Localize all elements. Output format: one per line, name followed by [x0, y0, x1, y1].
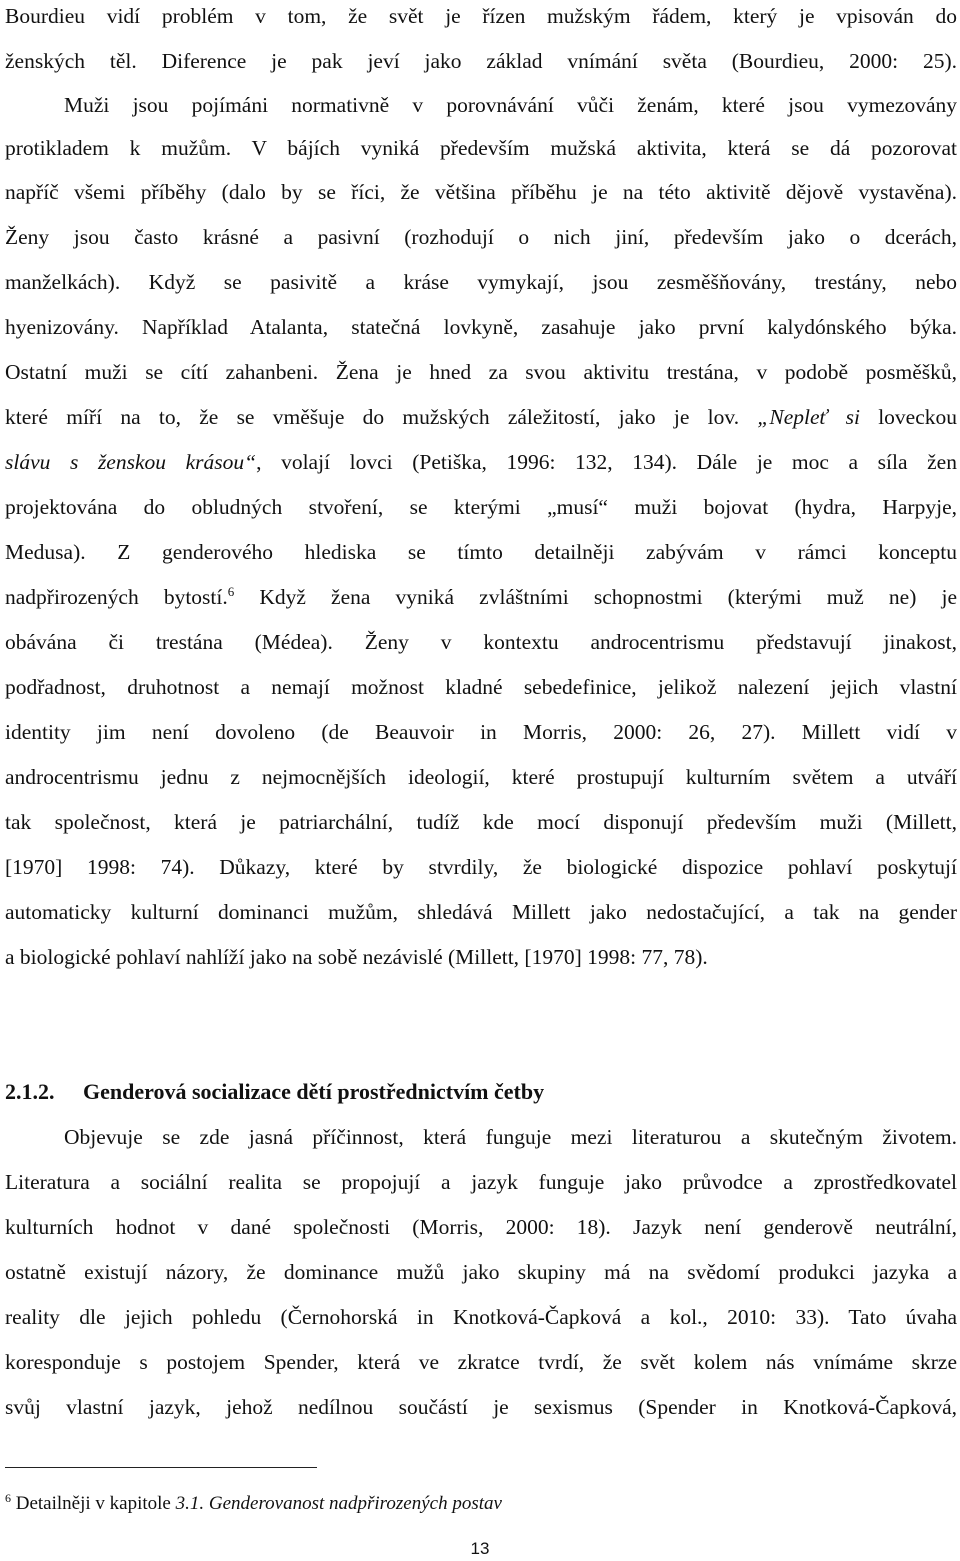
- footnote-text: Detailněji v kapitole: [15, 1493, 171, 1514]
- line-text: , volají lovci (Petiška, 1996: 132, 134). Dále je moc a síla žen: [256, 450, 957, 474]
- line-text: Když žena vyniká zvláštními schopnostmi (kterými muž ne) je: [259, 585, 958, 609]
- body-line: Muži jsou pojímáni normativně v porovnávání vůči ženám, které jsou vymezovány: [64, 93, 957, 117]
- body-line: manželkách). Když se pasivitě a kráse vymykají, jsou zesměšňovány, trestány, nebo: [5, 270, 957, 294]
- body-line: androcentrismu jednu z nejmocnějších ideologií, které prostupují kulturním světem a utváří: [5, 765, 957, 789]
- body-line: ostatně existují názory, že dominance mužů jako skupiny má na svědomí produkci jazyka a: [5, 1260, 957, 1284]
- quote-italic-text: slávu s ženskou krásou: [5, 450, 245, 474]
- quote-italic: „Nepleť si: [757, 405, 860, 429]
- body-line: Ženy jsou často krásné a pasivní (rozhodují o nich jiní, především jako o dcerách,: [5, 225, 957, 249]
- footnote: [5, 1491, 502, 1517]
- body-line: protikladem k mužům. V bájích vyniká především mužská aktivita, která se dá pozorovat: [5, 136, 957, 160]
- body-line: projektována do obludných stvoření, se kterými „musí“ muži bojovat (hydra, Harpyje,: [5, 495, 957, 519]
- body-line: Medusa). Z genderového hlediska se tímto detailněji zabývám v rámci konceptu: [5, 540, 957, 564]
- body-line: reality dle jejich pohledu (Černohorská in Knotková-Čapková a kol., 2010: 33). Tato úvaha: [5, 1305, 957, 1329]
- body-line-footnote-ref: [5, 582, 957, 612]
- footnote-italic-text: 3.1. Genderovanost nadpřirozených postav: [175, 1493, 502, 1514]
- body-line: ženských těl. Diference je pak jeví jako základ vnímání světa (Bourdieu, 2000: 25).: [5, 49, 957, 73]
- body-line: a biologické pohlaví nahlíží jako na sobě nezávislé (Millett, [1970] 1998: 77, 78).: [5, 945, 708, 969]
- section-heading: [5, 1077, 544, 1107]
- body-line: napříč všemi příběhy (dalo by se říci, že většina příběhu je na této aktivitě dějově vystavěna).: [5, 180, 957, 204]
- body-line: identity jim není dovoleno (de Beauvoir in Morris, 2000: 26, 27). Millett vidí v: [5, 720, 957, 744]
- quote-italic: slávu s ženskou krásou“: [5, 450, 257, 474]
- body-line: koresponduje s postojem Spender, která ve zkratce tvrdí, že svět kolem nás vnímáme skrze: [5, 1350, 957, 1374]
- line-text: loveckou: [878, 405, 958, 429]
- body-line: obávána či trestána (Médea). Ženy v kontextu androcentrismu představují jinakost,: [5, 630, 957, 654]
- section-title: Genderová socializace dětí prostřednictvím četby: [83, 1079, 545, 1104]
- footnote-separator: [5, 1467, 317, 1468]
- body-line: podřadnost, druhotnost a nemají možnost kladné sebedefinice, jelikož nalezení jejich vlastní: [5, 675, 957, 699]
- body-line: [1970] 1998: 74). Důkazy, které by stvrdily, že biologické dispozice pohlaví poskytují: [5, 855, 957, 879]
- footnote-reference[interactable]: 6: [227, 584, 235, 599]
- body-line-quote: [5, 402, 957, 432]
- body-line: Objevuje se zde jasná příčinnost, která funguje mezi literaturou a skutečným životem.: [64, 1125, 957, 1149]
- quote-italic-text: Nepleť si: [769, 405, 860, 429]
- body-line: kulturních hodnot v dané společnosti (Morris, 2000: 18). Jazyk není genderově neutrální,: [5, 1215, 957, 1239]
- body-line: Bourdieu vidí problém v tom, že svět je řízen mužským řádem, který je vpisován do: [5, 4, 957, 28]
- body-line: Ostatní muži se cítí zahanbeni. Žena je hned za svou aktivitu trestána, v podobě posměšků,: [5, 360, 957, 384]
- body-line-quote: [5, 447, 957, 477]
- body-line: Literatura a sociální realita se propojují a jazyk funguje jako průvodce a zprostředkovatel: [5, 1170, 957, 1194]
- body-line: svůj vlastní jazyk, jehož nedílnou součástí je sexismus (Spender in Knotková-Čapková,: [5, 1395, 957, 1419]
- footnote-marker: 6: [5, 1491, 11, 1505]
- line-text: nadpřirozených bytostí.: [5, 585, 228, 609]
- line-text: které míří na to, že se vměšuje do mužských záležitostí, jako je lov.: [5, 405, 740, 429]
- body-line: hyenizovány. Například Atalanta, statečná lovkyně, zasahuje jako první kalydónského býka.: [5, 315, 957, 339]
- section-number: 2.1.2.: [5, 1079, 55, 1104]
- body-line: tak společnost, která je patriarchální, tudíž kde mocí disponují především muži (Millett,: [5, 810, 957, 834]
- page-number: 13: [470, 1539, 490, 1558]
- body-line: automaticky kulturní dominanci mužům, shledává Millett jako nedostačující, a tak na gender: [5, 900, 957, 924]
